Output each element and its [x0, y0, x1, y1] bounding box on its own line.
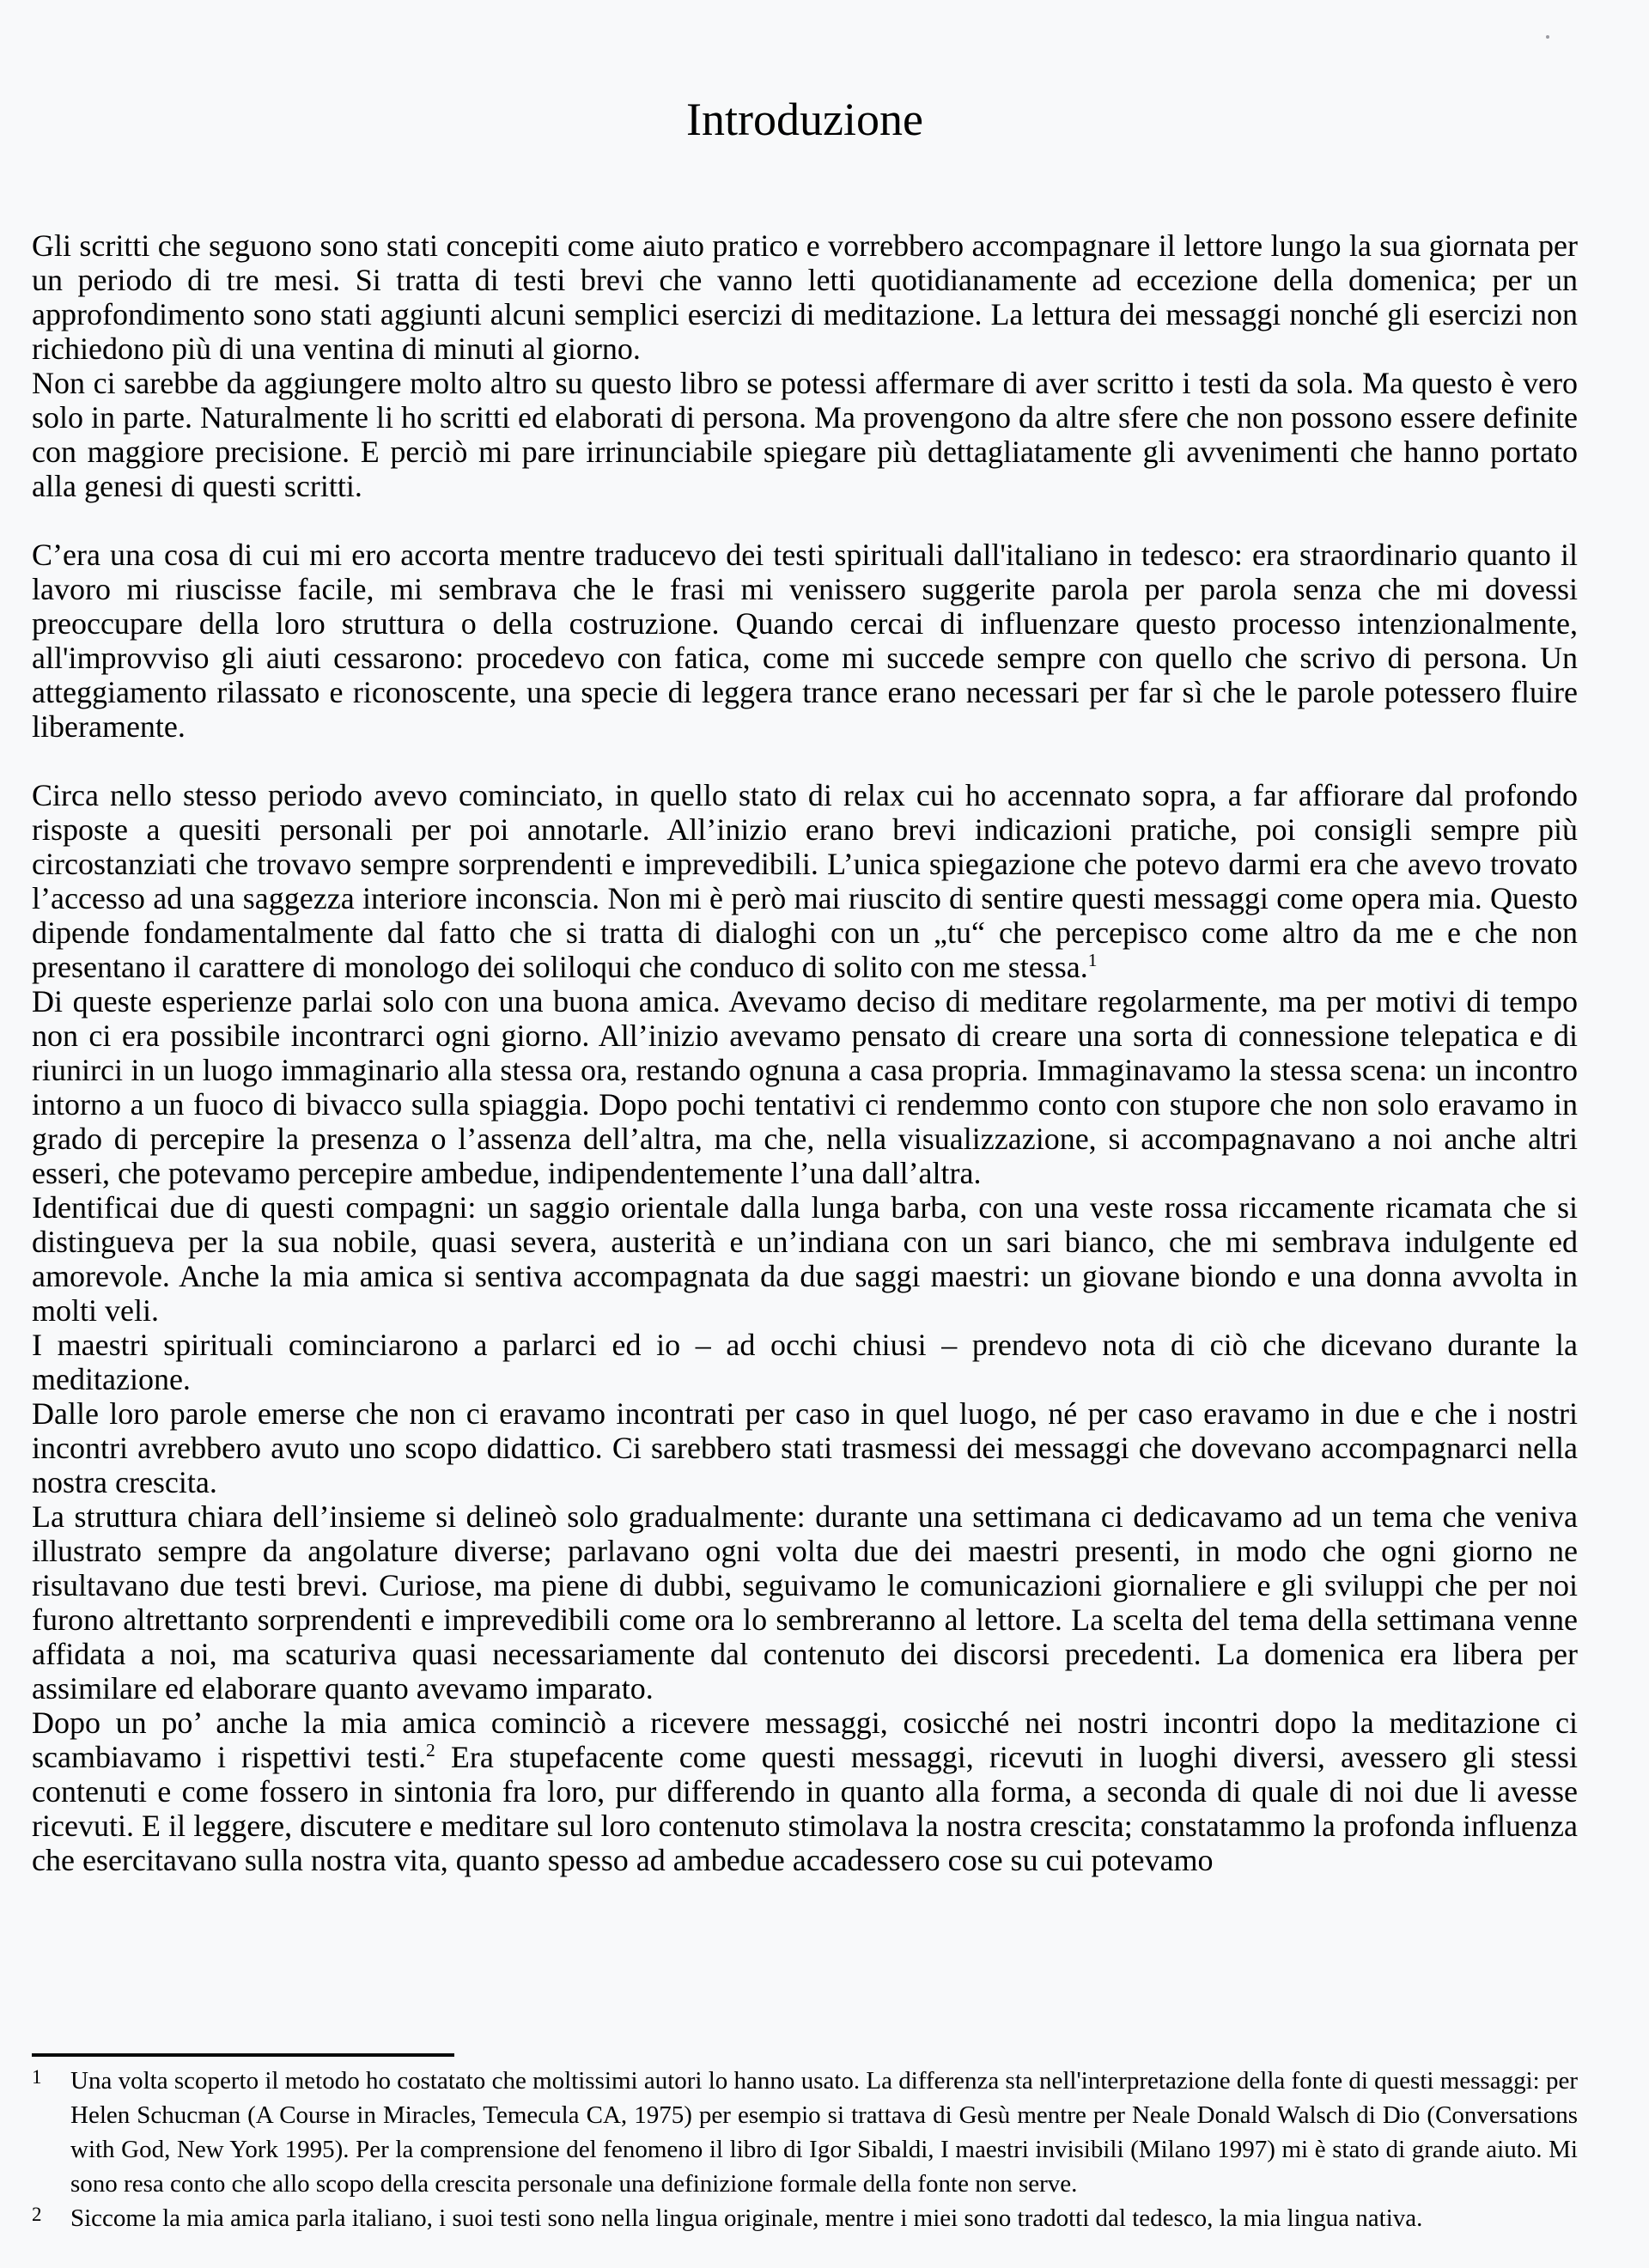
paragraph: Di queste esperienze parlai solo con una buona amica. Avevamo deciso di meditare regolarmente, ma per motivi di tempo non ci era possibile incontrarci ogni giorno. All’inizio avevamo pensato di creare una sorta di connessione telepatica e di riunirci in un luogo immaginario alla stessa ora, restando ognuna a casa propria. Immaginavamo la stessa scena: un incontro intorno a un fuoco di bivacco sulla spiaggia. Dopo pochi tentativi ci rendemmo conto con stupore che non solo eravamo in grado di percepire la presenza o l’assenza dell’altra, ma che, nella visualizzazione, si accompagnavano a noi anche altri esseri, che potevamo percepire ambedue, indipendentemente l’una dall’altra. — [32, 984, 1578, 1190]
paragraph-text: Circa nello stesso periodo avevo cominciato, in quello stato di relax cui ho accennato sopra, a far affiorare dal profondo risposte a quesiti personali per poi annotarle. All’inizio erano brevi indicazioni pratiche, poi consigli sempre più circostanziati che trovavo sempre sorprendenti e imprevedibili. L’unica spiegazione che potevo darmi era che avevo trovato l’accesso ad una saggezza interiore inconscia. Non mi è però mai riuscito di sentire questi messaggi come opera mia. Questo dipende fondamentalmente dal fatto che si tratta di dialoghi con un „tu“ che percepisco come altro da me e che non presentano il carattere di monologo dei soliloqui che conduco di solito con me stessa. — [32, 778, 1578, 984]
paragraph: Dalle loro parole emerse che non ci eravamo incontrati per caso in quel luogo, né per caso eravamo in due e che i nostri incontri avrebbero avuto uno scopo didattico. Ci sarebbero stati trasmessi dei messaggi che dovevano accompagnarci nella nostra crescita. — [32, 1396, 1578, 1499]
footnote-marker: 2 — [32, 2204, 42, 2225]
paragraph — [32, 778, 1578, 984]
paragraph: C’era una cosa di cui mi ero accorta mentre traducevo dei testi spirituali dall'italiano in tedesco: era straordinario quanto il lavoro mi riuscisse facile, mi sembrava che le frasi mi venissero suggerite parola per parola senza che mi dovessi preoccupare della loro struttura o della costruzione. Quando cercai di influenzare questo processo intenzionalmente, all'improvviso gli aiuti cessarono: procedevo con fatica, come mi succede sempre con quello che scrivo di persona. Un atteggiamento rilassato e riconoscente, una specie di leggera trance erano necessari per far sì che le parole potessero fluire liberamente. — [32, 538, 1578, 744]
footnotes-section — [32, 2053, 1578, 2235]
paragraph: La struttura chiara dell’insieme si delineò solo gradualmente: durante una settimana ci dedicavamo ad un tema che veniva illustrato sempre da angolature diverse; parlavano ogni volta due dei maestri presenti, in modo che ogni giorno ne risultavano due testi brevi. Curiose, ma piene di dubbi, seguivamo le comunicazioni giornaliere e gli sviluppi che per noi furono altrettanto sorprendenti e imprevedibili come ora lo sembreranno al lettore. La scelta del tema della settimana venne affidata a noi, ma scaturiva quasi necessariamente dal contenuto dei discorsi precedenti. La domenica era libera per assimilare ed elaborare quanto avevamo imparato. — [32, 1499, 1578, 1706]
footnote — [32, 2064, 1578, 2201]
page-title: Introduzione — [686, 94, 923, 145]
paragraph-text: Dopo un po’ anche la mia amica cominciò a ricevere messaggi, cosicché nei nostri incontri dopo la meditazione ci scambiavamo i rispettivi testi. — [32, 1706, 1578, 1774]
page-speck-artifact — [1546, 35, 1549, 39]
paragraph: I maestri spirituali cominciarono a parlarci ed io – ad occhi chiusi – prendevo nota di ciò che dicevano durante la meditazione. — [32, 1328, 1578, 1396]
paragraph: Gli scritti che seguono sono stati concepiti come aiuto pratico e vorrebbero accompagnare il lettore lungo la sua giornata per un periodo di tre mesi. Si tratta di testi brevi che vanno letti quotidianamente ad eccezione della domenica; per un approfondimento sono stati aggiunti alcuni semplici esercizi di meditazione. La lettura dei messaggi nonché gli esercizi non richiedono più di una ventina di minuti al giorno. — [32, 228, 1578, 366]
paragraph: Non ci sarebbe da aggiungere molto altro su questo libro se potessi affermare di aver scritto i testi da sola. Ma questo è vero solo in parte. Naturalmente li ho scritti ed elaborati di persona. Ma provengono da altre sfere che non possono essere definite con maggiore precisione. E perciò mi pare irrinunciabile spiegare più dettagliatamente gli avvenimenti che hanno portato alla genesi di questi scritti. — [32, 366, 1578, 503]
paragraph-text: Era stupefacente come questi messaggi, ricevuti in luoghi diversi, avessero gli stessi contenuti e come fossero in sintonia fra loro, pur differendo in quanto alla forma, a seconda di quale di noi due li avesse ricevuti. E il leggere, discutere e meditare sul loro contenuto stimolava la nostra crescita; constatammo la profonda influenza che esercitavano sulla nostra vita, quanto spesso ad ambedue accadessero cose su cui potevamo — [32, 1740, 1578, 1877]
footnote-reference-1: 1 — [1087, 950, 1098, 970]
document-body — [32, 228, 1578, 1877]
footnote-separator — [32, 2053, 454, 2057]
paragraph: Identificai due di questi compagni: un saggio orientale dalla lunga barba, con una veste rossa riccamente ricamata che si distingueva per la sua nobile, quasi severa, austerità e un’indiana con un sari bianco, che mi sembrava indulgente ed amorevole. Anche la mia amica si sentiva accompagnata da due saggi maestri: un giovane biondo e una donna avvolta in molti veli. — [32, 1190, 1578, 1328]
footnote-reference-2: 2 — [426, 1740, 435, 1760]
footnote-text: Siccome la mia amica parla italiano, i suoi testi sono nella lingua originale, mentre i miei sono tradotti dal tedesco, la mia lingua nativa. — [70, 2204, 1423, 2232]
footnote-text: Una volta scoperto il metodo ho costatato che moltissimi autori lo hanno usato. La differenza sta nell'interpretazione della fonte di questi messaggi: per Helen Schucman (A Course in Miracles, Temecula CA, 1975) per esempio si trattava di Gesù mentre per Neale Donald Walsch di Dio (Conversations with God, New York 1995). Per la comprensione del fenomeno il libro di Igor Sibaldi, I maestri invisibili (Milano 1997) mi è stato di grande aiuto. Mi sono resa conto che allo scopo della crescita personale una definizione formale della fonte non serve. — [70, 2067, 1578, 2198]
footnote — [32, 2201, 1578, 2235]
paragraph — [32, 1706, 1578, 1877]
footnote-marker: 1 — [32, 2066, 42, 2088]
